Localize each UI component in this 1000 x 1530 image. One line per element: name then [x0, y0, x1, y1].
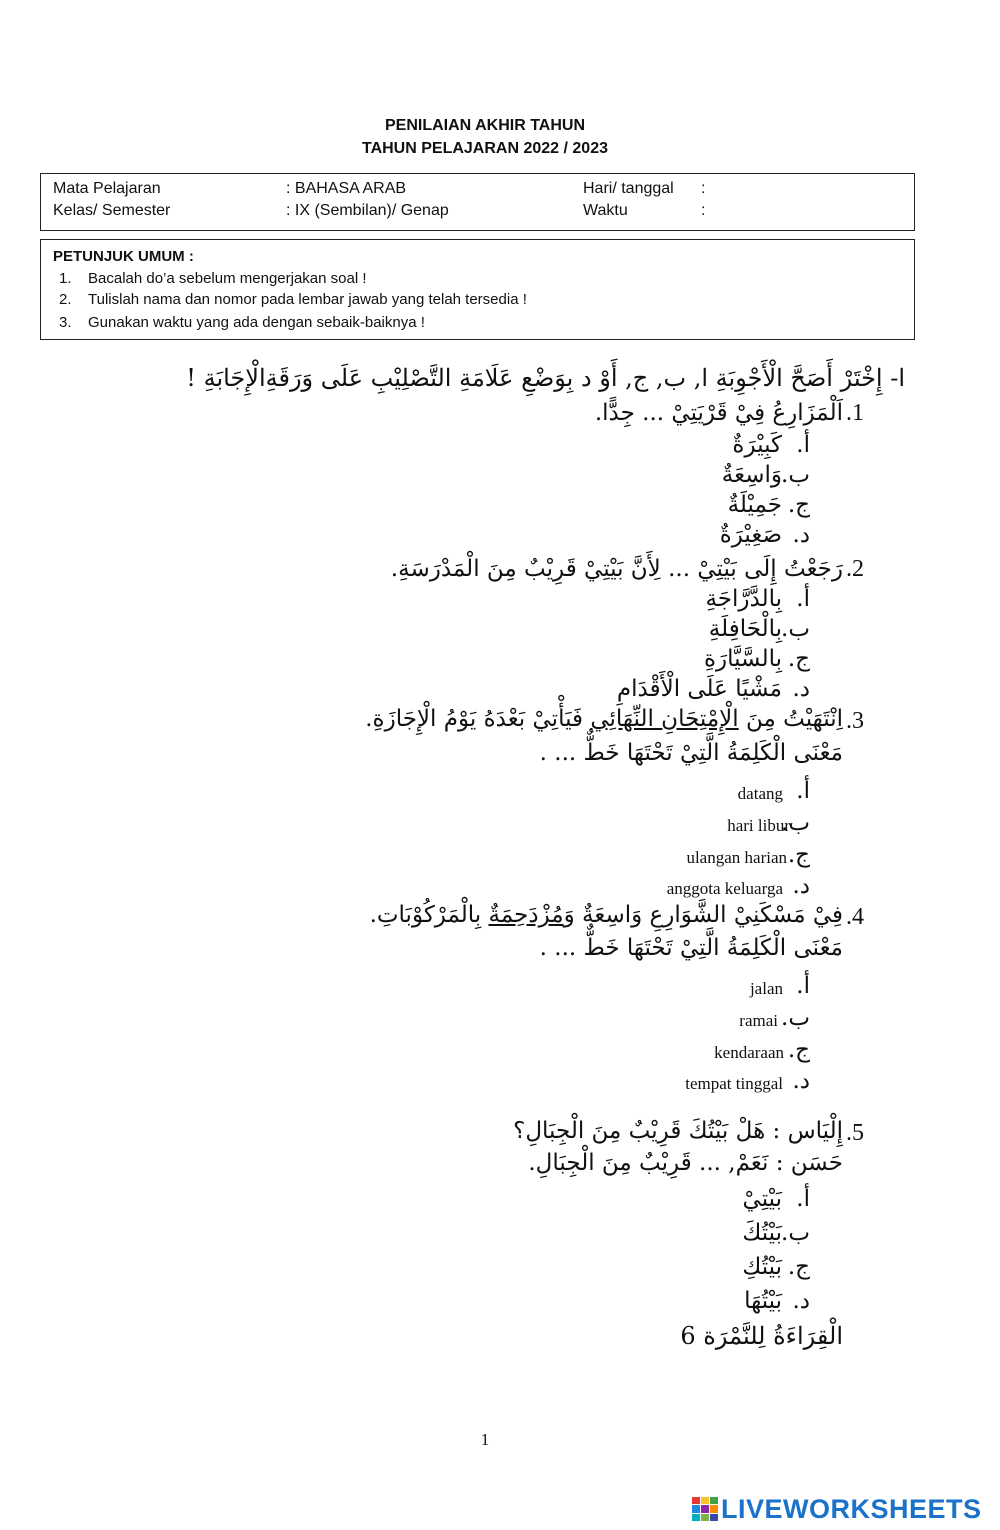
option-label: ب. [781, 462, 810, 488]
question-number: .4 [846, 904, 864, 930]
option-label: ب. [781, 810, 810, 836]
question-prompt: مَعْنَى الْكَلِمَةُ الَّتِيْ تَحْتَهَا خَطٌّ ... . [539, 935, 843, 961]
option-label: أ. [796, 1186, 810, 1212]
question-number: .3 [846, 708, 864, 734]
logo-grid-cell [692, 1505, 700, 1512]
reading-heading: الْقِرَاءَةُ لِلنَّمْرَة 6 [680, 1322, 843, 1350]
option-label: د. [792, 676, 810, 702]
question-prompt: مَعْنَى الْكَلِمَةُ الَّتِيْ تَحْتَهَا خَطٌّ ... . [539, 740, 843, 766]
question-text: اَلْمَزَارِعُ فِيْ قَرْيَتِيْ ... جِدًّا. [594, 400, 843, 426]
option-text[interactable]: بِالسَّيَّارَةِ [703, 646, 782, 672]
option-text[interactable]: hari libur [727, 816, 790, 835]
question-text-start: اِنْتَهَيْتُ مِنَ [738, 706, 843, 732]
option-text[interactable]: kendaraan [714, 1043, 784, 1062]
option-text[interactable]: بَيْتُهَا [744, 1288, 782, 1314]
option-label: ج. [787, 842, 810, 868]
time-label: Waktu [583, 202, 628, 219]
option-text[interactable]: كَبِيْرَةٌ [732, 432, 782, 458]
option-label: ج. [787, 1254, 810, 1280]
subject-value: : BAHASA ARAB [286, 180, 407, 197]
logo-grid-cell [710, 1514, 718, 1521]
instruction-num: 1. [59, 270, 72, 287]
info-box [40, 173, 915, 231]
logo-grid-cell [692, 1497, 700, 1504]
option-text[interactable]: tempat tinggal [685, 1074, 783, 1093]
logo-grid-icon [692, 1497, 718, 1521]
question-number: .2 [846, 556, 864, 582]
instruction-text: Tulislah nama dan nomor pada lembar jawab yang telah tersedia ! [88, 291, 527, 308]
option-label: ب. [781, 1220, 810, 1246]
logo-grid-cell [710, 1497, 718, 1504]
option-text[interactable]: بَيْتِيْ [742, 1186, 782, 1212]
question-number: .1 [846, 400, 864, 426]
option-text[interactable]: anggota keluarga [666, 879, 783, 898]
instruction-text: Bacalah do’a sebelum mengerjakan soal ! [88, 270, 367, 287]
option-label: د. [792, 522, 810, 548]
instructions-heading: PETUNJUK UMUM : [53, 248, 194, 265]
option-text[interactable]: مَشْيًا عَلَى الْأَقْدَامِ [616, 676, 782, 702]
logo-grid-cell [701, 1505, 709, 1512]
underlined-word: مُزْدَحِمَةٌ [488, 902, 564, 928]
option-label: د. [792, 1288, 810, 1314]
question-text [370, 902, 843, 928]
option-label: د. [792, 873, 810, 899]
section-instruction: ا- إِخْتَرْ أَصَحَّ الْأَجْوِبَةِ ا, ب, ج, أَوْ د بِوَضْعِ عَلَامَةِ التَّصْلِيْبِ عَلَى وَرَقَةِالْإِجَابَةِ ! [186, 364, 905, 392]
exam-year: TAHUN PELAJARAN 2022 / 2023 [361, 140, 608, 157]
option-text[interactable]: jalan [749, 979, 783, 998]
instruction-num: 2. [59, 291, 72, 308]
option-text[interactable]: بِالْحَافِلَةِ [708, 616, 782, 642]
day-label: Hari/ tanggal [583, 180, 674, 197]
option-label: ج. [787, 1037, 810, 1063]
option-label: ج. [787, 492, 810, 518]
option-label: ب. [781, 616, 810, 642]
logo-text: LIVEWORKSHEETS [721, 1493, 982, 1524]
general-instructions [40, 239, 915, 340]
option-text[interactable]: ulangan harian [686, 848, 787, 867]
option-label: د. [792, 1068, 810, 1094]
question-text-end: فَيَأْتِيْ بَعْدَهُ يَوْمُ الْإِجَازَةِ. [365, 706, 591, 732]
option-text[interactable]: جَمِيْلَةٌ [727, 492, 782, 518]
underlined-word: الْإِمْتِحَانِ النِّهَائِي [590, 706, 739, 732]
question-dialogue: حَسَن : نَعَمْ, ... قَرِيْبٌ مِنَ الْجِبَالِ. [528, 1150, 843, 1176]
day-value: : [701, 180, 706, 197]
logo-grid-cell [701, 1514, 709, 1521]
logo-grid-cell [701, 1497, 709, 1504]
instruction-num: 3. [59, 314, 72, 331]
subject-label: Mata Pelajaran [53, 180, 161, 197]
logo-grid-cell [692, 1514, 700, 1521]
class-label: Kelas/ Semester [53, 202, 171, 219]
class-value: : IX (Sembilan)/ Genap [286, 202, 449, 219]
option-text[interactable]: datang [737, 784, 783, 803]
instruction-text: Gunakan waktu yang ada dengan sebaik-baiknya ! [88, 314, 425, 331]
option-label: ب. [781, 1005, 810, 1031]
question-text-end: بِالْمَرْكُوْبَاتِ. [369, 902, 489, 928]
question-text [365, 706, 843, 732]
time-value: : [701, 202, 706, 219]
question-text: رَجَعْتُ إِلَى بَيْتِيْ ... لِأَنَّ بَيْتِيْ قَرِيْبٌ مِنَ الْمَدْرَسَةِ. [390, 556, 843, 582]
liveworksheets-logo [692, 1493, 982, 1524]
option-label: أ. [796, 586, 810, 612]
option-text[interactable]: وَاسِعَةٌ [721, 462, 782, 488]
option-text[interactable]: بِالدَّرَّاجَةِ [705, 586, 782, 612]
option-text[interactable]: ramai [739, 1011, 778, 1030]
option-text[interactable]: بَيْتُكِ [742, 1254, 782, 1280]
question-text: إِلْيَاس : هَلْ بَيْتُكَ قَرِيْبٌ مِنَ الْجِبَالِ؟ [513, 1118, 843, 1144]
logo-grid-cell [710, 1505, 718, 1512]
question-text-start: فِيْ مَسْكَنِيْ الشَّوَارِعِ وَاسِعَةٌ وَ [563, 902, 843, 928]
question-number: .5 [846, 1120, 864, 1146]
option-label: أ. [796, 778, 810, 804]
option-text[interactable]: بَيْتُكَ [742, 1220, 782, 1246]
option-label: أ. [796, 432, 810, 458]
exam-title: PENILAIAN AKHIR TAHUN [385, 117, 585, 134]
option-label: ج. [787, 646, 810, 672]
option-text[interactable]: صَغِيْرَةٌ [719, 522, 782, 548]
page-number: 1 [480, 1430, 490, 1449]
option-label: أ. [796, 973, 810, 999]
